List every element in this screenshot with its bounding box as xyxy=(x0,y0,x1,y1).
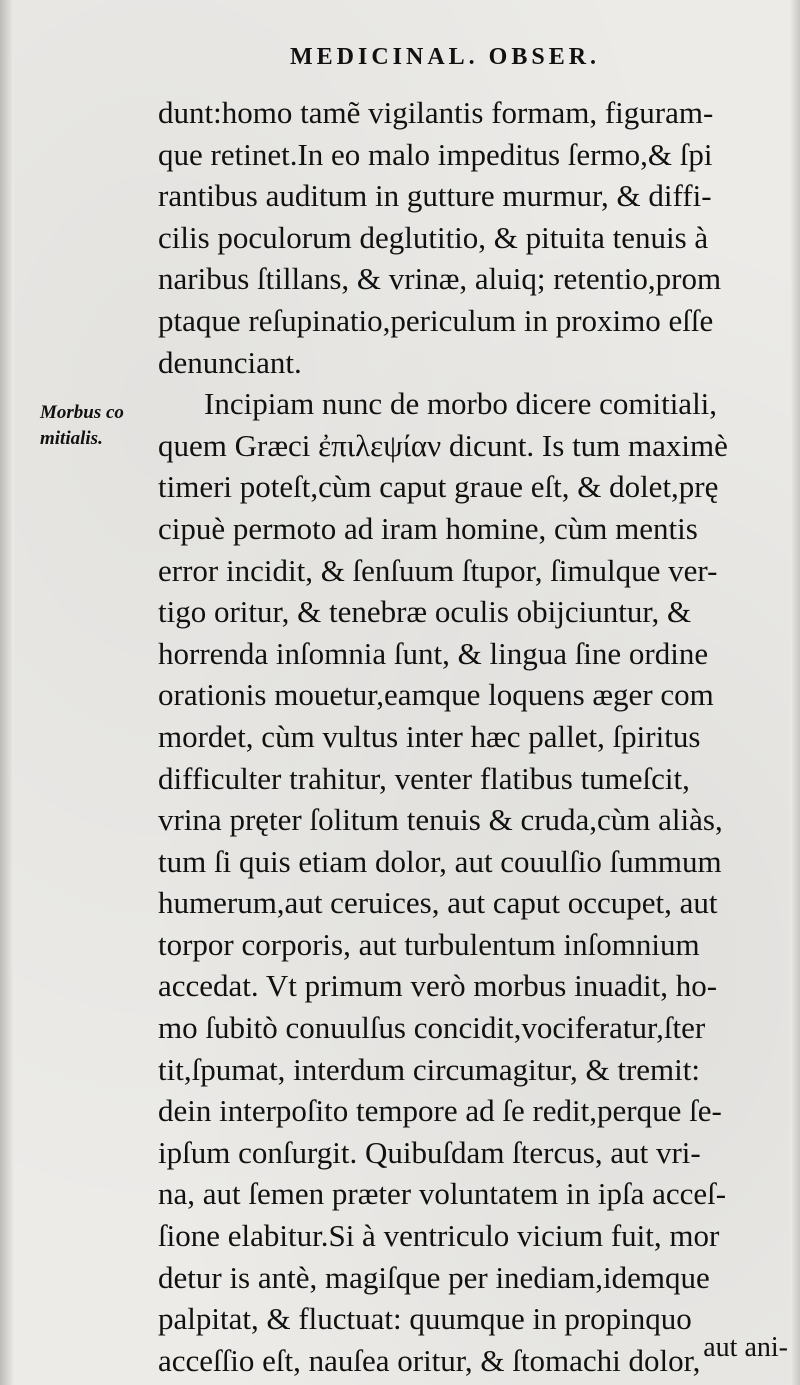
text-line: horrenda inſomnia ſunt, & lingua ſine ordine xyxy=(158,635,709,671)
text-line: dunt:homo tamẽ vigilantis formam, figuram- xyxy=(158,95,714,130)
text-line: ipſum conſurgit. Quibuſdam ſtercus, aut vri- xyxy=(158,1134,701,1170)
text-line: rantibus auditum in gutture murmur, & diffi- xyxy=(158,178,712,214)
text-line: ptaque reſupinatio,periculum in proximo eſſe xyxy=(158,302,714,338)
text-line: orationis mouetur,eamque loquens æger com xyxy=(158,677,714,713)
text-line: tigo oritur, & tenebræ oculis obijciuntur, & xyxy=(158,594,692,630)
text-line: ſione elabitur.Si à ventriculo vicium fuit, mor xyxy=(158,1218,720,1254)
text-line: accedat. Vt primum verò morbus inuadit, ho- xyxy=(158,968,718,1004)
running-head: MEDICINAL. OBSER. xyxy=(290,44,601,70)
catchword: aut ani- xyxy=(703,1332,788,1363)
text-line: torpor corporis, aut turbulentum inſomnium xyxy=(158,926,700,962)
text-line: denunciant. xyxy=(158,344,302,380)
text-line: timeri poteſt,cùm caput graue eſt, & dolet,prę xyxy=(158,469,719,505)
page-gutter-shadow xyxy=(0,0,14,1385)
marginal-note-line: mitialis. xyxy=(40,428,103,449)
text-line: dein interpoſito tempore ad ſe redit,perque ſe- xyxy=(158,1093,722,1129)
marginal-note-line: Morbus co xyxy=(40,402,124,423)
text-line: vrina pręter ſolitum tenuis & cruda,cùm aliàs, xyxy=(158,802,723,838)
text-line: tum ſi quis etiam dolor, aut couulſio ſummum xyxy=(158,843,722,879)
text-line: mo ſubitò conuulſus concidit,vociferatur,ſter xyxy=(158,1010,706,1046)
text-line: tit,ſpumat, interdum circumagitur, & tremit: xyxy=(158,1051,701,1087)
text-line: error incidit, & ſenſuum ſtupor, ſimulque ver- xyxy=(158,552,718,588)
marginal-note xyxy=(40,400,150,452)
text-line: que retinet.In eo malo impeditus ſermo,& ſpi xyxy=(158,136,713,172)
text-line: difficulter trahitur, venter flatibus tumeſcit, xyxy=(158,760,690,796)
text-line: humerum,aut ceruices, aut caput occupet, aut xyxy=(158,885,718,921)
text-line: naribus ſtillans, & vrinæ, aluiq; retentio,prom xyxy=(158,261,722,297)
text-line: mordet, cùm vultus inter hæc pallet, ſpiritus xyxy=(158,718,701,754)
text-line: palpitat, & fluctuat: quumque in propinquo xyxy=(158,1301,692,1337)
paragraph-start-line: Incipiam nunc de morbo dicere comitiali, xyxy=(204,386,718,422)
text-line: na, aut ſemen præter voluntatem in ipſa acceſ- xyxy=(158,1176,727,1212)
text-line: quem Græci ἐπιλεψίαν dicunt. Is tum maximè xyxy=(158,427,728,463)
text-line: cipuè permoto ad iram homine, cùm mentis xyxy=(158,510,698,546)
text-line: acceſſio eſt, nauſea oritur, & ſtomachi dolor, xyxy=(158,1342,701,1378)
text-line: detur is antè, magiſque per inediam,idemque xyxy=(158,1259,710,1295)
body-text xyxy=(158,92,794,1381)
text-line: cilis poculorum deglutitio, & pituita tenuis à xyxy=(158,219,709,255)
